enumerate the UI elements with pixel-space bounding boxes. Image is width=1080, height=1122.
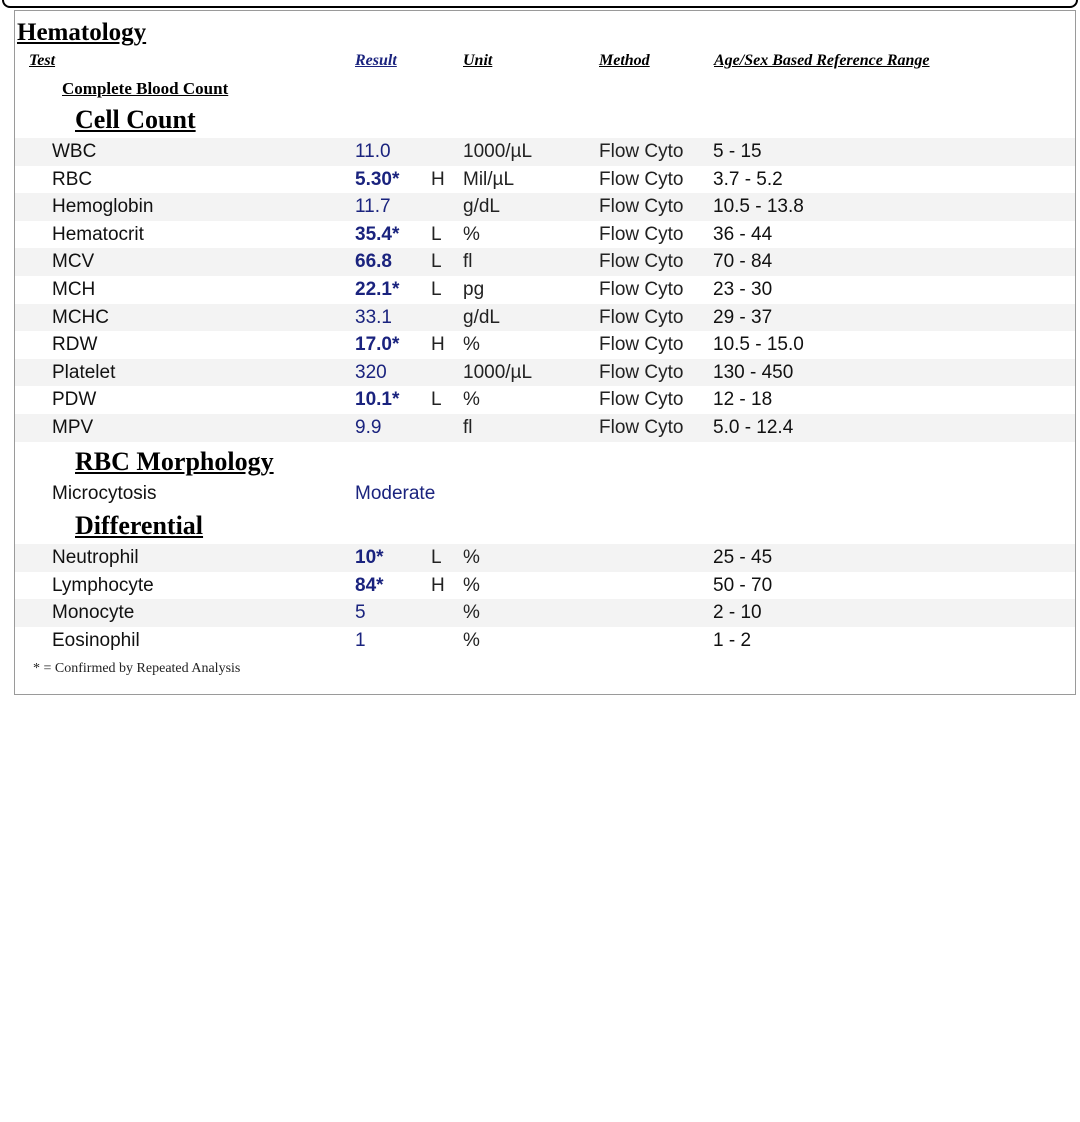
cell-method: Flow Cyto <box>599 389 684 411</box>
cell-method: Flow Cyto <box>599 279 684 300</box>
cell-test: Hemoglobin <box>52 196 154 218</box>
cell-result: 84* <box>355 574 384 596</box>
cell-method: Flow Cyto <box>599 334 684 356</box>
cell-unit: % <box>463 574 480 596</box>
cell-range: 70 - 84 <box>713 251 773 273</box>
cell-test: MPV <box>52 417 94 438</box>
cell-test: Eosinophil <box>52 629 140 651</box>
cell-range: 36 - 44 <box>713 223 773 245</box>
cell-range: 2 - 10 <box>713 602 762 624</box>
cell-unit: % <box>463 223 480 245</box>
group-title-rbc-morphology: RBC Morphology <box>75 447 274 476</box>
cell-unit: % <box>463 602 480 624</box>
column-header-result: Result <box>355 52 397 69</box>
cell-unit: g/dL <box>463 306 500 328</box>
cell-test: Lymphocyte <box>52 574 154 596</box>
cell-test: Hematocrit <box>52 223 144 245</box>
cell-flag: H <box>431 574 445 596</box>
cell-range: 5.0 - 12.4 <box>713 417 794 438</box>
cell-method: Flow Cyto <box>599 361 684 383</box>
cell-test: Neutrophil <box>52 547 139 568</box>
cell-method: Flow Cyto <box>599 196 684 218</box>
cell-flag: L <box>431 251 442 273</box>
cell-unit: % <box>463 334 480 356</box>
cell-result: 320 <box>355 361 387 383</box>
cell-result: 9.9 <box>355 417 382 438</box>
cell-result: 10* <box>355 547 384 568</box>
cell-range: 3.7 - 5.2 <box>713 168 783 190</box>
cell-test: MCV <box>52 251 95 273</box>
column-header-test: Test <box>29 52 56 69</box>
cell-test: WBC <box>52 141 97 162</box>
cell-range: 5 - 15 <box>713 141 762 162</box>
cell-test: Monocyte <box>52 602 135 624</box>
table-row <box>15 221 1075 249</box>
cell-test: RBC <box>52 168 93 190</box>
cell-range: 10.5 - 13.8 <box>713 196 804 218</box>
table-row <box>15 193 1075 221</box>
cell-method: Flow Cyto <box>599 223 684 245</box>
cell-result: 1 <box>355 629 366 651</box>
cell-flag: L <box>431 389 442 411</box>
cell-unit: 1000/µL <box>463 361 533 383</box>
cell-flag: L <box>431 223 442 245</box>
cell-method: Flow Cyto <box>599 141 684 162</box>
table-row <box>15 248 1075 276</box>
cell-method: Flow Cyto <box>599 417 684 438</box>
table-row <box>15 331 1075 359</box>
cell-test: PDW <box>52 389 97 411</box>
table-row <box>15 304 1075 332</box>
table-row <box>15 572 1075 600</box>
cell-test: RDW <box>52 334 98 356</box>
cell-range: 12 - 18 <box>713 389 773 411</box>
cell-result: 66.8 <box>355 251 392 273</box>
column-header-method: Method <box>599 52 650 69</box>
column-header-unit: Unit <box>463 52 493 69</box>
cell-unit: % <box>463 629 480 651</box>
cell-test: MCHC <box>52 306 109 328</box>
table-row <box>15 359 1075 387</box>
panel-title: Complete Blood Count <box>62 79 229 98</box>
cell-method: Flow Cyto <box>599 306 684 328</box>
cell-unit: Mil/µL <box>463 168 515 190</box>
cell-unit: pg <box>463 279 485 300</box>
footnote: * = Confirmed by Repeated Analysis <box>33 661 241 676</box>
cell-test: MCH <box>52 279 96 300</box>
cell-result: 5.30* <box>355 168 400 190</box>
cell-flag: H <box>431 334 445 356</box>
cell-unit: % <box>463 547 480 568</box>
cell-flag: H <box>431 168 445 190</box>
cell-result: 11.0 <box>355 141 391 162</box>
cell-result: 11.7 <box>355 196 391 218</box>
cell-result: 33.1 <box>355 306 392 328</box>
cell-unit: fl <box>463 251 473 273</box>
cell-flag: L <box>431 279 442 300</box>
cell-result: Moderate <box>355 483 436 504</box>
cell-unit: fl <box>463 417 473 438</box>
table-row <box>15 480 1075 508</box>
hematology-report <box>14 10 1076 695</box>
table-row <box>15 138 1075 166</box>
cell-range: 23 - 30 <box>713 279 773 300</box>
cell-flag: L <box>431 547 442 568</box>
cell-result: 35.4* <box>355 223 400 245</box>
table-row <box>15 544 1075 572</box>
table-row <box>15 627 1075 655</box>
cell-range: 50 - 70 <box>713 574 773 596</box>
cell-range: 1 - 2 <box>713 629 752 651</box>
cell-range: 29 - 37 <box>713 306 773 328</box>
column-header-reference-range: Age/Sex Based Reference Range <box>714 52 930 69</box>
group-title-differential: Differential <box>75 511 204 540</box>
table-row <box>15 166 1075 194</box>
section-title: Hematology <box>17 19 147 46</box>
cell-result: 10.1* <box>355 389 400 411</box>
cell-test: Platelet <box>52 361 116 383</box>
table-row <box>15 386 1075 414</box>
cell-result: 17.0* <box>355 334 400 356</box>
cell-result: 22.1* <box>355 279 400 300</box>
cell-unit: g/dL <box>463 196 500 218</box>
cell-result: 5 <box>355 602 366 624</box>
cell-unit: % <box>463 389 480 411</box>
cell-method: Flow Cyto <box>599 168 684 190</box>
table-row <box>15 414 1075 442</box>
cell-range: 130 - 450 <box>713 361 794 383</box>
cell-method: Flow Cyto <box>599 251 684 273</box>
cell-range: 25 - 45 <box>713 547 773 568</box>
cell-test: Microcytosis <box>52 483 157 504</box>
table-row <box>15 276 1075 304</box>
cell-range: 10.5 - 15.0 <box>713 334 804 356</box>
cell-unit: 1000/µL <box>463 141 533 162</box>
top-frame-edge <box>2 0 1078 8</box>
table-row <box>15 599 1075 627</box>
group-title-cell-count: Cell Count <box>75 105 196 134</box>
